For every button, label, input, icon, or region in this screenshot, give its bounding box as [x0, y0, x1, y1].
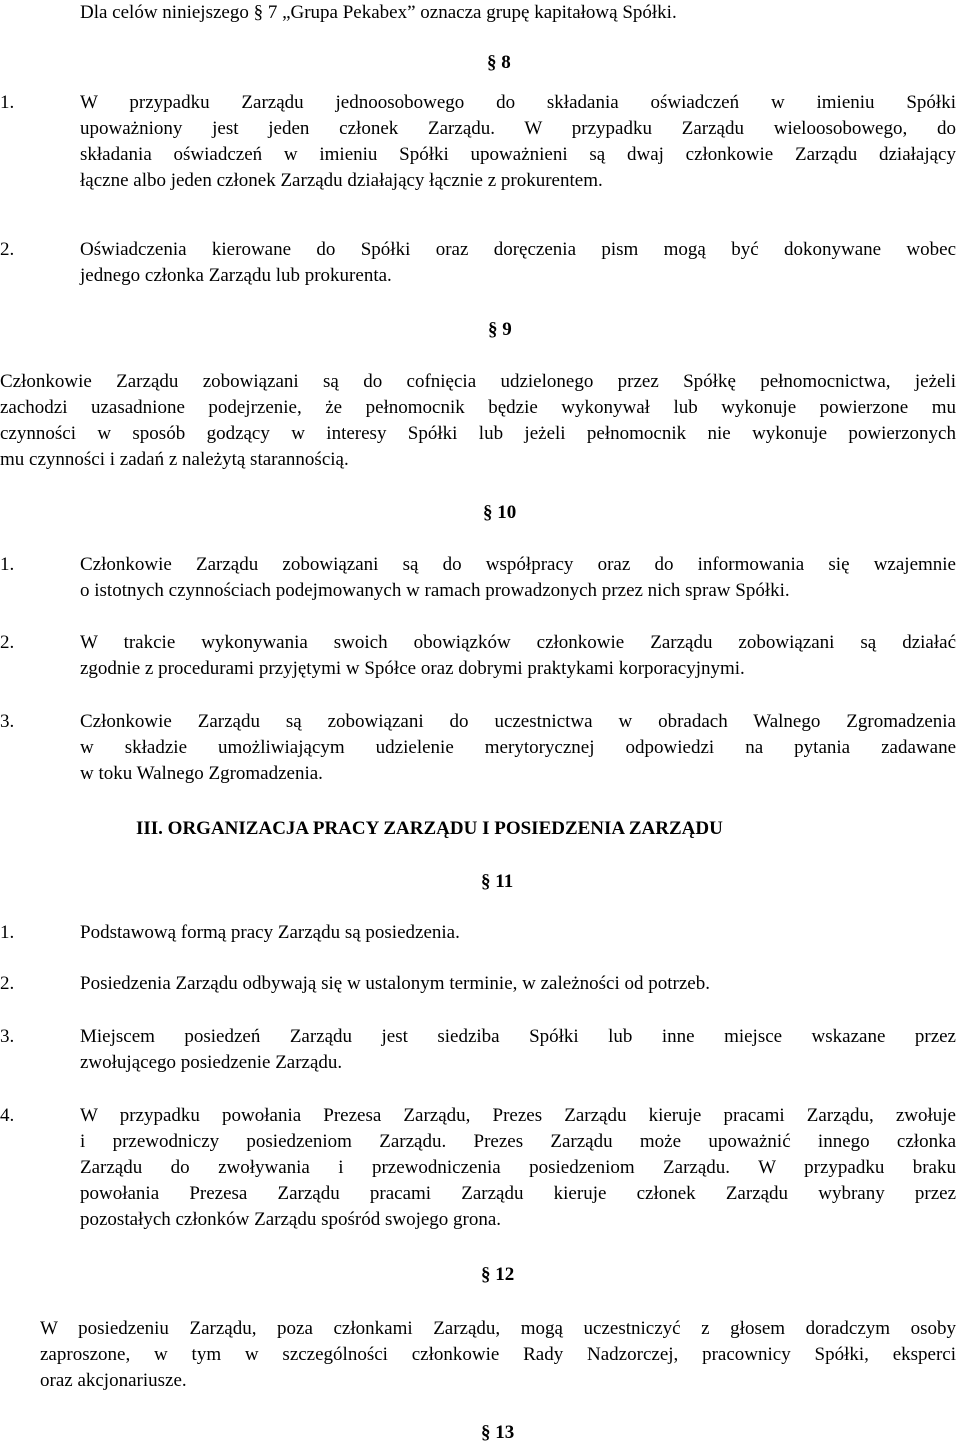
- text-line: W przypadku Zarządu jednoosobowego do składania oświadczeń w imieniu Spółki: [80, 92, 956, 113]
- section-heading-8: § 8: [487, 52, 511, 73]
- text-line: zgodnie z procedurami przyjętymi w Spółce oraz dobrymi praktykami korporacyjnymi.: [80, 658, 745, 679]
- text-line: powołania Prezesa Zarządu pracami Zarządu kieruje członek Zarządu wybrany przez: [80, 1183, 956, 1204]
- text-line: Zarządu do zwoływania i przewodniczenia posiedzeniom Zarządu. W przypadku braku: [80, 1157, 956, 1178]
- text-line: w składzie umożliwiającym udzielenie merytorycznej odpowiedzi na pytania zadawane: [80, 737, 956, 758]
- text-line: składania oświadczeń w imieniu Spółki upoważnieni są dwaj członkowie Zarządu działający: [80, 144, 956, 165]
- text-line: Oświadczenia kierowane do Spółki oraz doręczenia pism mogą być dokonywane wobec: [80, 239, 956, 260]
- text-line: i przewodniczy posiedzeniom Zarządu. Prezes Zarządu może upoważnić innego członka: [80, 1131, 956, 1152]
- paragraph-10-1: [80, 552, 956, 604]
- item-number: 3.: [0, 711, 15, 732]
- paragraph-8-2: [80, 237, 956, 289]
- section-heading-12: § 12: [481, 1264, 515, 1285]
- item-number: 1.: [0, 922, 15, 943]
- chapter-heading: III. ORGANIZACJA PRACY ZARZĄDU I POSIEDZENIA ZARZĄDU: [136, 818, 723, 839]
- text-line: mu czynności i zadań z należytą starannością.: [0, 449, 349, 470]
- text-line: Członkowie Zarządu są zobowiązani do uczestnictwa w obradach Walnego Zgromadzenia: [80, 711, 956, 732]
- item-number: 2.: [0, 632, 15, 653]
- paragraph-10-3: [80, 709, 956, 787]
- item-number: 1.: [0, 554, 15, 575]
- paragraph-12: [40, 1316, 956, 1394]
- section-heading-10: § 10: [483, 502, 517, 523]
- text-line: upoważniony jest jeden członek Zarządu. W przypadku Zarządu wieloosobowego, do: [80, 118, 956, 139]
- paragraph-9: [0, 369, 956, 473]
- text-line: zwołującego posiedzenie Zarządu.: [80, 1052, 343, 1073]
- text-line: zaproszone, w tym w szczególności członkowie Rady Nadzorczej, pracownicy Spółki, eksperci: [40, 1344, 956, 1365]
- item-number: 2.: [0, 239, 15, 260]
- text-line: W przypadku powołania Prezesa Zarządu, Prezes Zarządu kieruje pracami Zarządu, zwołuje: [80, 1105, 956, 1126]
- intro-text: Dla celów niniejszego § 7 „Grupa Pekabex” oznacza grupę kapitałową Spółki.: [80, 2, 677, 23]
- section-heading-9: § 9: [488, 319, 512, 340]
- item-number: 4.: [0, 1105, 15, 1126]
- text-line: W posiedzeniu Zarządu, poza członkami Zarządu, mogą uczestniczyć z głosem doradczym osoby: [40, 1318, 956, 1339]
- text-line: w toku Walnego Zgromadzenia.: [80, 763, 323, 784]
- text-line: Członkowie Zarządu zobowiązani są do cofnięcia udzielonego przez Spółkę pełnomocnictwa, jeżeli: [0, 371, 956, 392]
- paragraph-11-4: [80, 1103, 956, 1233]
- paragraph-11-2: Posiedzenia Zarządu odbywają się w ustalonym terminie, w zależności od potrzeb.: [80, 973, 710, 994]
- text-line: łączne albo jeden członek Zarządu działający łącznie z prokurentem.: [80, 170, 603, 191]
- text-line: zachodzi uzasadnione podejrzenie, że pełnomocnik będzie wykonywał lub wykonuje powierzone mu: [0, 397, 956, 418]
- text-line: o istotnych czynnościach podejmowanych w ramach prowadzonych przez nich spraw Spółki.: [80, 580, 790, 601]
- text-line: oraz akcjonariusze.: [40, 1370, 187, 1391]
- text-line: Członkowie Zarządu zobowiązani są do współpracy oraz do informowania się wzajemnie: [80, 554, 956, 575]
- item-number: 2.: [0, 973, 15, 994]
- text-line: jednego członka Zarządu lub prokurenta.: [80, 265, 392, 286]
- item-number: 1.: [0, 92, 15, 113]
- paragraph-11-1: Podstawową formą pracy Zarządu są posiedzenia.: [80, 922, 460, 943]
- section-heading-11: § 11: [481, 871, 514, 892]
- paragraph-8-1: [80, 90, 956, 194]
- text-line: czynności w sposób godzący w interesy Spółki lub jeżeli pełnomocnik nie wykonuje powierzonych: [0, 423, 956, 444]
- text-line: pozostałych członków Zarządu spośród swojego grona.: [80, 1209, 502, 1230]
- item-number: 3.: [0, 1026, 15, 1047]
- section-heading-13: § 13: [481, 1422, 515, 1443]
- text-line: W trakcie wykonywania swoich obowiązków członkowie Zarządu zobowiązani są działać: [80, 632, 956, 653]
- paragraph-11-3: [80, 1024, 956, 1076]
- paragraph-10-2: [80, 630, 956, 682]
- text-line: Miejscem posiedzeń Zarządu jest siedziba Spółki lub inne miejsce wskazane przez: [80, 1026, 956, 1047]
